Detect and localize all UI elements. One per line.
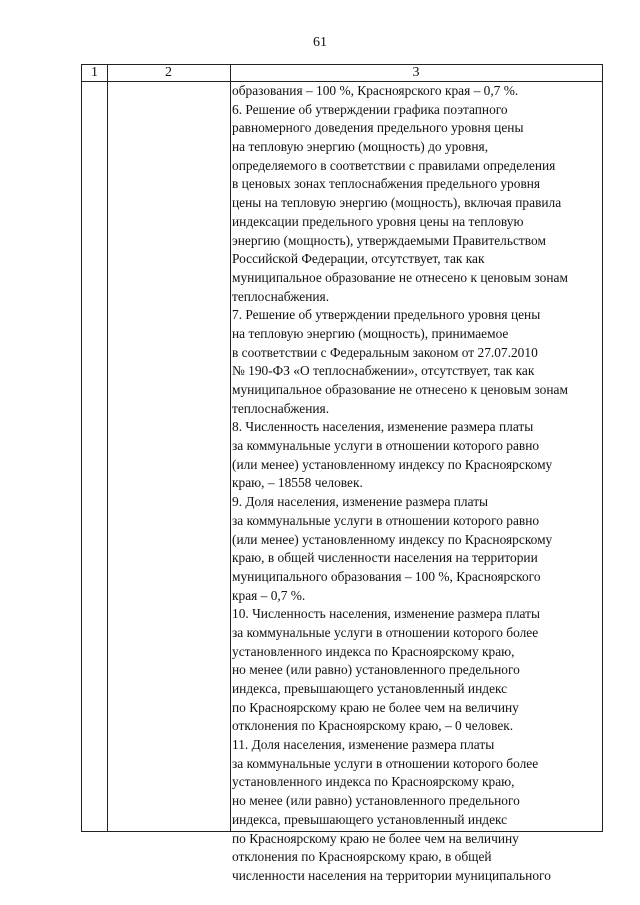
- text-line: индекса, превышающего установленный индекс: [232, 681, 508, 696]
- text-line: образования – 100 %, Красноярского края – 0,7 %.: [232, 83, 519, 98]
- text-line: на тепловую энергию (мощность) до уровня,: [232, 139, 489, 155]
- text-line: 7. Решение об утверждении предельного уровня цены: [232, 307, 541, 323]
- text-line: муниципальное образование не отнесено к ценовым зонам: [232, 269, 568, 285]
- text-line: 8. Численность населения, изменение размера платы: [232, 419, 534, 435]
- text-line: определяемого в соответствии с правилами определения: [232, 157, 556, 173]
- column-header-2: 2: [165, 65, 172, 80]
- text-line: за коммунальные услуги в отношении которого равно: [232, 438, 540, 454]
- text-line: 9. Доля населения, изменение размера платы: [232, 494, 489, 510]
- text-line: за коммунальные услуги в отношении которого более: [232, 624, 539, 640]
- text-line: (или менее) установленному индексу по Красноярскому: [232, 456, 553, 472]
- column-header-1: 1: [91, 65, 98, 80]
- text-line: численности населения на территории муниципального: [232, 867, 551, 883]
- text-line: за коммунальные услуги в отношении которого равно: [232, 512, 540, 528]
- text-line: цены на тепловую энергию (мощность), включая правила: [232, 195, 562, 211]
- text-line: по Красноярскому краю не более чем на величину: [232, 830, 519, 846]
- text-line: по Красноярскому краю не более чем на величину: [232, 699, 519, 715]
- text-line: за коммунальные услуги в отношении которого более: [232, 755, 539, 771]
- column-divider: [107, 65, 108, 831]
- text-line: края – 0,7 %.: [232, 587, 306, 603]
- text-line: краю, – 18558 человек.: [232, 475, 363, 491]
- text-line: муниципального образования – 100 %, Красноярского: [232, 568, 541, 584]
- text-line: но менее (или равно) установленного предельного: [232, 662, 520, 678]
- page-number: 61: [313, 35, 327, 50]
- text-line: но менее (или равно) установленного предельного: [232, 793, 520, 809]
- column-3-text: [232, 82, 604, 886]
- text-line: на тепловую энергию (мощность), принимаемое: [232, 325, 509, 341]
- text-line: теплоснабжения.: [232, 400, 330, 416]
- text-line: 10. Численность населения, изменение размера платы: [232, 606, 540, 622]
- text-line: муниципальное образование не отнесено к ценовым зонам: [232, 382, 568, 397]
- column-divider: [230, 65, 231, 831]
- text-line: установленного индекса по Красноярскому краю,: [232, 643, 515, 659]
- column-header-3: 3: [412, 65, 420, 80]
- text-line: Российской Федерации, отсутствует, так как: [232, 251, 485, 267]
- text-line: теплоснабжения.: [232, 288, 330, 304]
- text-line: (или менее) установленному индексу по Красноярскому: [232, 531, 553, 547]
- text-line: равномерного доведения предельного уровня цены: [232, 120, 524, 136]
- text-line: № 190-ФЗ «О теплоснабжении», отсутствует, так как: [232, 363, 535, 379]
- text-line: в ценовых зонах теплоснабжения предельного уровня: [232, 176, 541, 192]
- text-line: в соответствии с Федеральным законом от 27.07.2010: [232, 344, 538, 360]
- text-line: индекса, превышающего установленный индекс: [232, 811, 508, 827]
- text-line: индексации предельного уровня цены на тепловую: [232, 213, 524, 229]
- text-line: энергию (мощность), утверждаемыми Правительством: [232, 232, 546, 248]
- text-line: 6. Решение об утверждении графика поэтапного: [232, 101, 508, 117]
- text-line: краю, в общей численности населения на территории: [232, 550, 538, 566]
- text-line: установленного индекса по Красноярскому краю,: [232, 774, 515, 790]
- text-line: отклонения по Красноярскому краю, в общей: [232, 849, 492, 865]
- text-line: 11. Доля населения, изменение размера платы: [232, 737, 495, 753]
- text-line: отклонения по Красноярскому краю, – 0 человек.: [232, 718, 514, 734]
- document-table: [81, 64, 603, 883]
